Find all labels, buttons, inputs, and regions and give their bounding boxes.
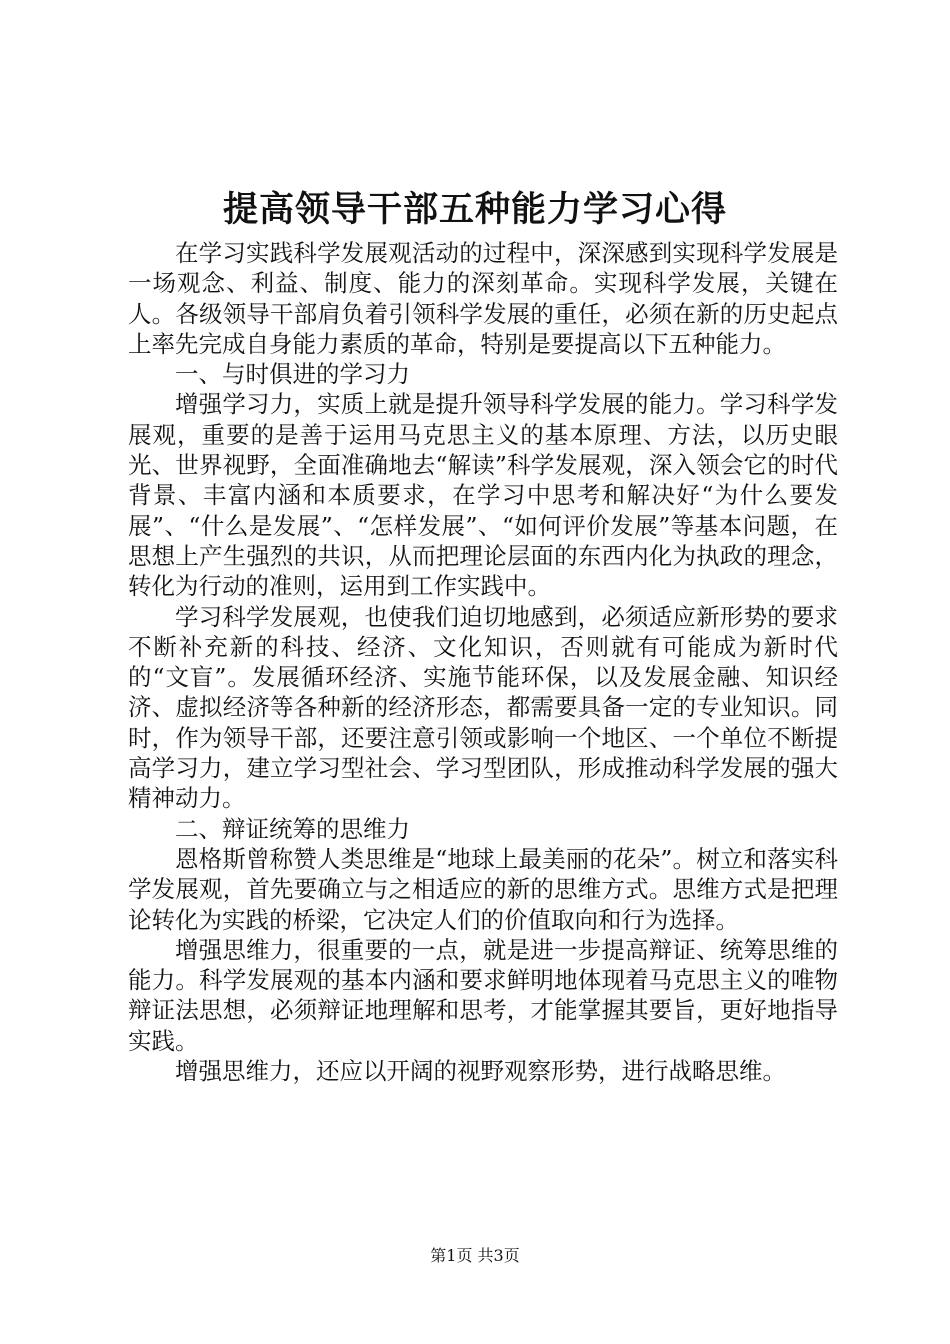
thinking-paragraph-3: 增强思维力，还应以开阔的视野观察形势，进行战略思维。 bbox=[175, 1057, 786, 1086]
section-heading-thinking: 二、辩证统筹的思维力 bbox=[175, 814, 410, 843]
thinking-paragraph-2: 增强思维力，很重要的一点，就是进一步提高辩证、统筹思维的能力。科学发展观的基本内涵和要求鲜明地体现着马克思主义的唯物辩证法思想，必须辩证地理解和思考，才能掌握其要旨，更好地指导实践。 bbox=[128, 935, 838, 1055]
learning-paragraph-2: 学习科学发展观，也使我们迫切地感到，必须适应新形势的要求不断补充新的科技、经济、文化知识，否则就有可能成为新时代的“文盲”。发展循环经济、实施节能环保，以及发展金融、知识经济、虚拟经济等各种新的经济形态，都需要具备一定的专业知识。同时，作为领导干部，还要注意引领或影响一个地区、一个单位不断提高学习力，建立学习型社会、学习型团队，形成推动科学发展的强大精神动力。 bbox=[128, 602, 838, 813]
page-footer: 第1页 共3页 bbox=[430, 1246, 520, 1265]
intro-paragraph: 在学习实践科学发展观活动的过程中，深深感到实现科学发展是一场观念、利益、制度、能力的深刻革命。实现科学发展，关键在人。各级领导干部肩负着引领科学发展的重任，必须在新的历史起点上率先完成自身能力素质的革命，特别是要提高以下五种能力。 bbox=[128, 239, 838, 358]
learning-paragraph-1: 增强学习力，实质上就是提升领导科学发展的能力。学习科学发展观，重要的是善于运用马克思主义的基本原理、方法，以历史眼光、世界视野，全面准确地去“解读”科学发展观，深入领会它的时代背景、丰富内涵和本质要求，在学习中思考和解决好“为什么要发展”、“什么是发展”、“怎样发展”、“如何评价发展”等基本问题，在思想上产生强烈的共识，从而把理论层面的东西内化为执政的理念，转化为行动的准则，运用到工作实践中。 bbox=[128, 390, 838, 601]
section-heading-learning: 一、与时俱进的学习力 bbox=[175, 360, 410, 389]
document-title: 提高领导干部五种能力学习心得 bbox=[222, 189, 727, 230]
document-body bbox=[128, 238, 838, 1086]
thinking-paragraph-1: 恩格斯曾称赞人类思维是“地球上最美丽的花朵”。树立和落实科学发展观，首先要确立与之相适应的新的思维方式。思维方式是把理论转化为实践的桥梁，它决定人们的价值取向和行为选择。 bbox=[128, 844, 838, 934]
